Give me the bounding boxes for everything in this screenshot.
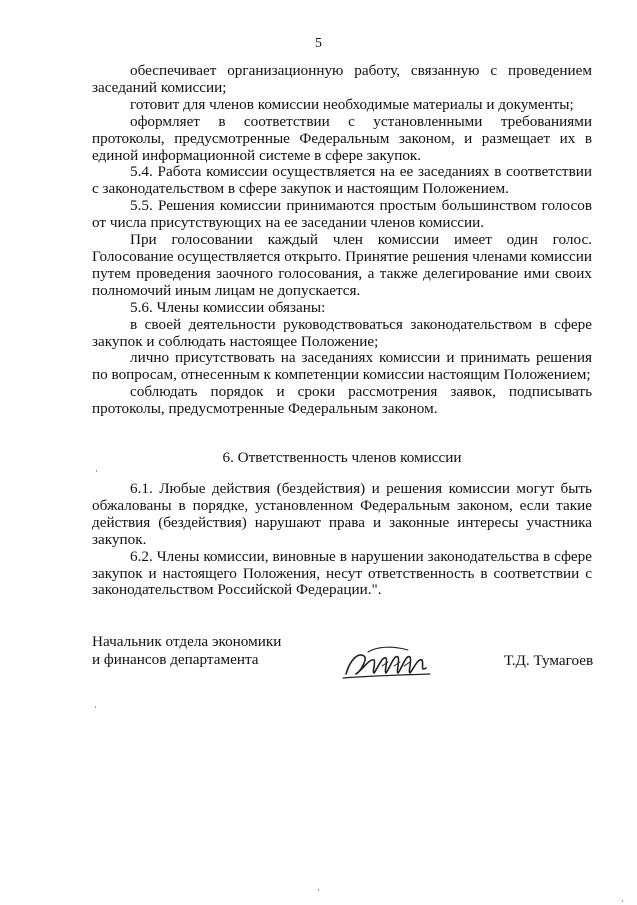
position-line: Начальник отдела экономики [92, 633, 282, 650]
signatory-position [92, 633, 281, 669]
body-text-section-5 [92, 63, 592, 418]
paragraph: 6.1. Любые действия (бездействия) и решения комиссии могут быть обжалованы в порядке, установленном Федеральным законом, если такие действия (бездействия) нарушают права и законные интересы участника закупок. [92, 480, 592, 548]
paragraph: 6.2. Члены комиссии, виновные в нарушении законодательства в сфере закупок и настоящего Положения, несут ответственность в соответствии с законодательством Российской Федерации.". [92, 547, 592, 599]
paragraph: в своей деятельности руководствоваться законодательством в сфере закупок и соблюдать настоящее Положение; [92, 315, 592, 350]
body-text-section-6 [92, 481, 592, 599]
scan-speck [622, 900, 623, 902]
paragraph: соблюдать порядок и сроки рассмотрения заявок, подписывать протоколы, предусмотренные Федеральным законом. [92, 383, 592, 418]
position-line: и финансов департамента [92, 651, 259, 668]
scan-speck [318, 889, 319, 891]
signatory-name: Т.Д. Тумагоев [504, 652, 594, 669]
paragraph: При голосовании каждый член комиссии имеет один голос. Голосование осуществляется открыто. Принятие решения членами комиссии путем проведения заочного голосования, а также делегирование ими своих полномочий иным лицам не допускается. [92, 231, 592, 299]
paragraph: оформляет в соответствии с установленными требованиями протоколы, предусмотренные Федеральным законом, и размещает их в единой информационной системе в сфере закупок. [92, 112, 592, 164]
paragraph: лично присутствовать на заседаниях комиссии и принимать решения по вопросам, отнесенным к компетенции комиссии настоящим Положением; [92, 349, 592, 384]
paragraph: готовит для членов комиссии необходимые материалы и документы; [130, 95, 574, 113]
paragraph: 5.4. Работа комиссии осуществляется на ее заседаниях в соответствии с законодательством в сфере закупок и настоящим Положением. [92, 163, 592, 198]
handwritten-signature [338, 638, 438, 688]
scan-speck [95, 706, 96, 708]
paragraph: 5.5. Решения комиссии принимаются простым большинством голосов от числа присутствующих на ее заседании членов комиссии. [92, 197, 592, 232]
paragraph: 5.6. Члены комиссии обязаны: [130, 298, 326, 316]
scan-speck [96, 470, 97, 472]
section-heading: 6. Ответственность членов комиссии [222, 449, 462, 466]
paragraph: обеспечивает организационную работу, связанную с проведением заседаний комиссии; [92, 62, 592, 96]
page-number: 5 [315, 36, 322, 51]
